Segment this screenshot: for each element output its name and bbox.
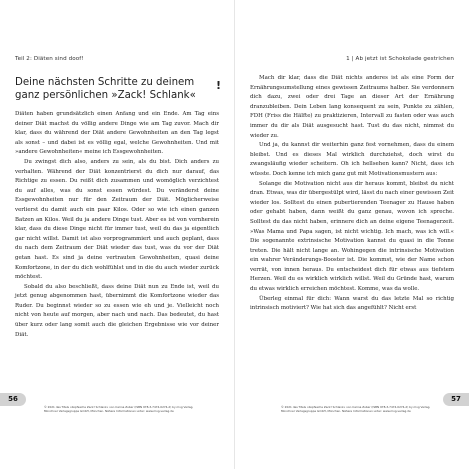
left-page (0, 0, 234, 469)
left-body-text (15, 110, 219, 340)
copyright-line: Münchner Verlagsgruppe GmbH, München. Nähere Informationen unter: www.mvg-verlag.de (44, 409, 174, 413)
page-number-right: 57 (443, 393, 469, 406)
paragraph: Mach dir klar, dass die Diät nichts anderes ist als eine Form der Ernährungsumstellung eines gewissen Zeitraums halber. Sie verdonnern dich dazu, zwei oder drei Tage an dieser Art der Ernährung dranzubleiben. Dein Leben lang konsequent zu sein, Punkte zu zählen, FDH (Friss die Hälfte) zu praktizieren, Intervall zu fasten oder was auch immer du dir als Diät ausgesucht hast. Tust du das nicht, nimmst du wieder zu. (250, 75, 454, 139)
right-page (235, 0, 469, 469)
paragraph: Du zwingst dich also, anders zu sein, als du bist. Dich anders zu verhalten. Während der Diät konzentrierst du dich nur darauf, das Richtige zu essen. Du reißt dich zusammen und womöglich verzichtest du auf alles, was du sonst essen würdest. Du veränderst deine Essgewohnheiten nur für den Zeitraum der Diät. Möglicherweise verlierst du damit auch ein paar Kilos. Oder so wie ich einen ganzen Batzen an Kilos. Weil du ja andere Dinge tust. Aber es ist von vornherein klar, dass du diese Dinge nicht für immer tust, weil du das ja eigentlich gar nicht willst. Damit ist also vorprogrammiert und auch geplant, dass du nach dem Zeitraum der Diät wieder das tust, was du vor der Diät getan hast. Es sind ja deine vertrauten Gewohnheiten, quasi deine Komfortzone, in der du dich wohlfühlst und in die du auch wieder zurück möchtest. (15, 158, 219, 281)
copyright-notice-left (44, 405, 204, 413)
paragraph: Überleg einmal für dich: Wann warst du das letzte Mal so richtig intrinsisch motiviert? Wie hat sich das angefühlt? Nicht erst (250, 295, 454, 312)
paragraph: Diäten haben grundsätzlich einen Anfang und ein Ende. Am Tag eins deiner Diät machst du völlig andere Dinge wie am Tag zuvor. Mach dir klar, dass du während der Diät andere Gewohnheiten an den Tag legst als sonst – und dabei ist es völlig egal, welche Gewohnheiten. Und mit »andere Gewohnheiten« meine ich Essgewohnheiten. (15, 111, 219, 156)
paragraph: Sobald du also beschließt, dass deine Diät nun zu Ende ist, weil du jetzt genug abgenommen hast, übernimmt die Komfortzone wieder das Ruder. Du beginnst wieder so zu essen wie eh und je. Vielleicht noch nicht von heute auf morgen, aber nach und nach. Das bedeutet, du hast über kurz oder lang somit auch die gleichen Ergebnisse wie vor deiner Diät. (15, 283, 219, 338)
right-body-text (250, 74, 454, 314)
running-head-right: 1 | Ab jetzt ist Schokolade gestrichen (346, 56, 454, 62)
copyright-line: Münchner Verlagsgruppe GmbH, München. Nähere Informationen unter: www.mvg-verlag.de (281, 409, 411, 413)
copyright-line: © 2021 des Titels »Kopfsache Zack! Schlank« von Carina Zuber (ISBN 978-3-7474-0274-2) by mvg Verlag, (281, 405, 431, 409)
page-number-left: 56 (0, 393, 26, 406)
paragraph: Solange die Motivation nicht aus dir heraus kommt, bleibst du nicht dran. Etwas, was dir übergestülpt wird, lässt du nach einer gewissen Zeit wieder los. Solltest du einen pubertierenden Teenager zu Hause haben oder gehabt haben, dann weißt du ganz genau, wovon ich spreche. Solltest du das nicht haben, erinnere dich an deine eigene Teenagerzeit. »Was Mama und Papa sagen, ist nicht wichtig. Ich mach, was ich will.« Die sogenannte extrinsische Motivation kannst du quasi in die Tonne treten. Die hält nicht lange an. Wohingegen die intrinsische Motivation ein wahrer Veränderungs-Booster ist. Die kommst, wie der Name schon verrät, von innen heraus. Du entscheidest dich für etwas aus tiefstem Herzen. Weil du es wirklich wirklich willst. Weil du Gründe hast, warum du etwas wirklich erreichen möchtest. Komme, was da wolle. (250, 180, 454, 293)
copyright-line: © 2021 des Titels »Kopfsache Zack! Schlank« von Carina Zuber (ISBN 978-3-7474-0274-2) by mvg Verlag, (44, 405, 194, 409)
paragraph: Und ja, du kannst dir weiterhin ganz fest vornehmen, dass du einem bleibst. Und es dieses Mal wirklich durchziehst, doch wirst du zwangsläufig wieder scheitern. Oh ich hellsehen kann? Nicht, dass ich wüsste. Doch kenne ich mich ganz gut mit Motivationsmustern aus: (250, 142, 454, 177)
running-head-left: Teil 2: Diäten sind doof! (15, 56, 84, 62)
section-headline (15, 76, 220, 106)
copyright-notice-right (281, 405, 441, 413)
exclamation-icon: ! (215, 79, 221, 92)
headline-text: Deine nächsten Schritte zu deinem ganz persönlichen »Zack! Schlank« (15, 77, 196, 101)
